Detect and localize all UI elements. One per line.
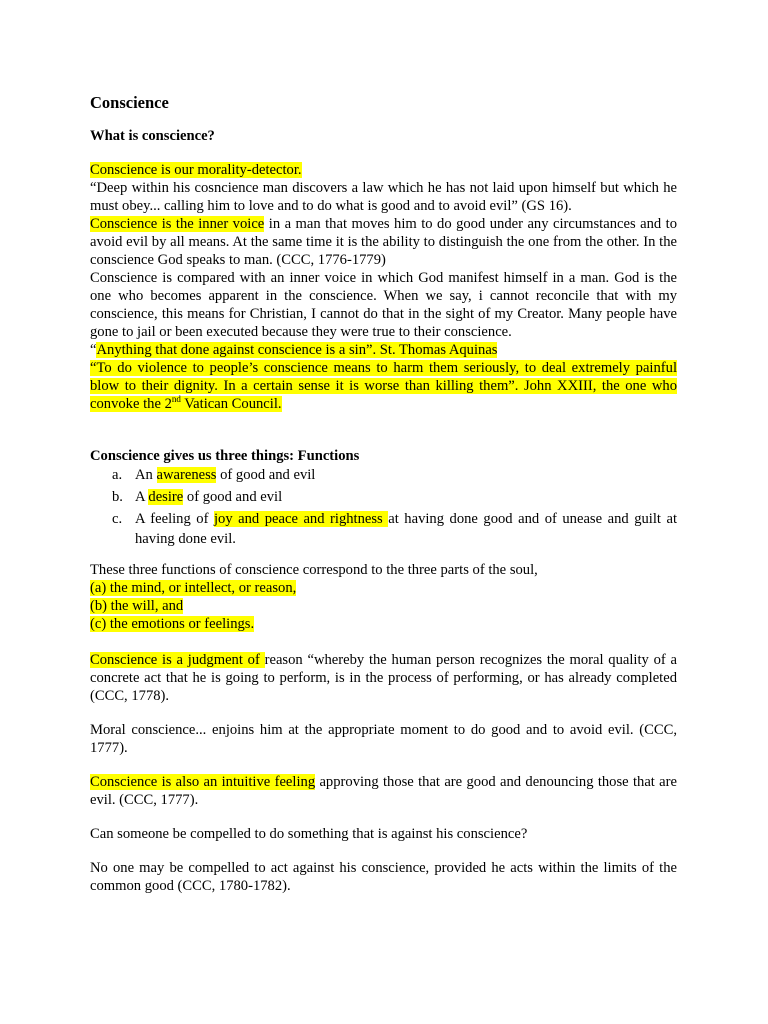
highlight-text: (c) the emotions or feelings. (90, 616, 255, 632)
paragraph-answer: No one may be compelled to act against his conscience, provided he acts within the limits of the common good (CCC, 1780-1782). (90, 860, 677, 894)
highlight-text: (b) the will, and (90, 598, 184, 614)
highlight-text: desire (148, 489, 184, 505)
highlight-text: Conscience is the inner voice (90, 216, 265, 232)
highlight-text: Conscience is a judgment of (90, 652, 265, 668)
paragraph-definition (90, 161, 677, 413)
paragraph-intuitive: Conscience is also an intuitive feeling approving those that are good and denouncing those that are evil. (CCC, 1777). (90, 774, 677, 808)
question-compelled: Can someone be compelled to do something that is against his conscience? (90, 826, 528, 842)
highlight-text: joy and peace and rightness (213, 511, 389, 527)
question-heading: What is conscience? (90, 128, 215, 144)
paragraph-judgment: Conscience is a judgment of reason “whereby the human person recognizes the moral quality of a concrete act that he is going to perform, is in the process of performing, or has already completed (CCC, 1778). (90, 652, 677, 704)
quote-john-xxiii: “To do violence to people’s conscience means to harm them seriously, to deal extremely painful blow to their dignity. In a certain sense it is worse than killing them”. John XXIII, the one who convoke the 2nd Vatican Council. (90, 360, 677, 412)
paragraph-text: in a man that moves him to do good under any circumstances and to avoid evil by all means. At the same time it is the ability to distinguish the one from the other. In the conscience God speaks to man. (CCC, 1776-1779) (90, 216, 677, 268)
paragraph-moral: Moral conscience... enjoins him at the appropriate moment to do good and to avoid evil. (CCC, 1777). (90, 722, 677, 756)
highlight-text: (a) the mind, or intellect, or reason, (90, 580, 297, 596)
list-item: c. A feeling of joy and peace and rightness at having done good and of unease and guilt at having done evil. (112, 511, 678, 547)
list-item: b. A desire of good and evil (112, 489, 283, 505)
quote-aquinas: Anything that done against conscience is a sin”. St. Thomas Aquinas (96, 342, 498, 358)
highlight-text: Conscience is our morality-detector. (90, 162, 302, 178)
document-page (90, 92, 677, 895)
paragraph-text: Conscience is compared with an inner voice in which God manifest himself in a man. God is the one who becomes apparent in the conscience. When we say, i cannot reconcile that with my conscience, this means for Christian, I cannot do that in the sight of my Creator. Many people have gone to jail or been executed because they were true to their conscience. (90, 270, 677, 340)
paragraph-soul: These three functions of conscience correspond to the three parts of the soul, (a) the mind, or intellect, or reason, (b) the will, and (c) the emotions or feelings. (90, 562, 538, 632)
highlight-text: Conscience is also an intuitive feeling (90, 774, 316, 790)
quote-mark: “ (90, 342, 97, 358)
list-item: a. An awareness of good and evil (112, 467, 316, 483)
functions-heading: Conscience gives us three things: Functions (90, 448, 360, 464)
quote-gs16: “Deep within his cosncience man discovers a law which he has not laid upon himself but which he must obey... calling him to love and to do what is good and to avoid evil” (GS 16). (90, 180, 677, 214)
highlight-text: awareness (156, 467, 217, 483)
page-title: Conscience (90, 93, 169, 112)
functions-list (90, 465, 677, 549)
